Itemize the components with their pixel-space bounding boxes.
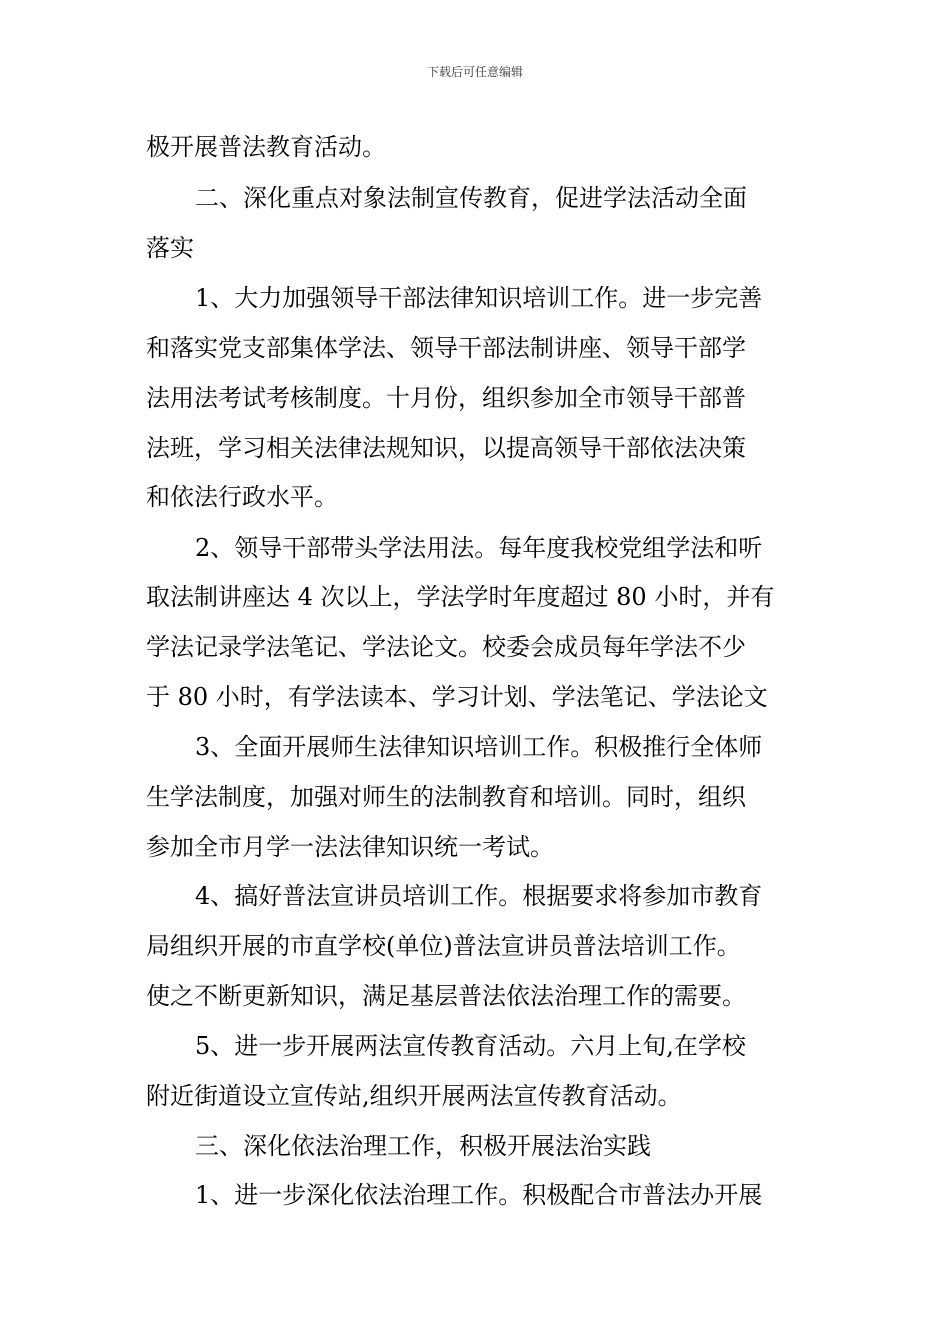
text-line: 参加全市月学一法法律知识统一考试。 bbox=[146, 833, 554, 861]
text-line: 和依法行政水平。 bbox=[146, 483, 338, 511]
text-line: 使之不断更新知识，满足基层普法依法治理工作的需要。 bbox=[146, 982, 746, 1010]
paragraph-start: 4、搞好普法宣讲员培训工作。根据要求将参加市教育 bbox=[195, 882, 763, 910]
paragraph-start: 3、全面开展师生法律知识培训工作。积极推行全体师 bbox=[195, 733, 763, 761]
paragraph-start: 2、领导干部带头学法用法。每年度我校党组学法和听 bbox=[195, 534, 763, 562]
text-line: 法班，学习相关法律法规知识，以提高领导干部依法决策 bbox=[146, 434, 746, 462]
text-line: 学法记录学法笔记、学法论文。校委会成员每年学法不少 bbox=[146, 633, 746, 661]
paragraph-start: 1、进一步深化依法治理工作。积极配合市普法办开展 bbox=[195, 1181, 763, 1209]
text-line: 取法制讲座达 4 次以上，学法学时年度超过 80 小时，并有 bbox=[146, 583, 775, 611]
text-line: 和落实党支部集体学法、领导干部法制讲座、领导干部学 bbox=[146, 334, 746, 362]
paragraph-start: 5、进一步开展两法宣传教育活动。六月上旬,在学校 bbox=[195, 1032, 746, 1060]
text-line: 局组织开展的市直学校(单位)普法宣讲员普法培训工作。 bbox=[146, 932, 741, 960]
text-line: 法用法考试考核制度。十月份，组织参加全市领导干部普 bbox=[146, 384, 746, 412]
text-line: 附近街道设立宣传站,组织开展两法宣传教育活动。 bbox=[146, 1082, 682, 1110]
text-line: 于 80 小时，有学法读本、学习计划、学法笔记、学法论文 bbox=[146, 683, 768, 711]
paragraph-start: 1、大力加强领导干部法律知识培训工作。进一步完善 bbox=[195, 284, 763, 312]
section-heading: 三、深化依法治理工作，积极开展法治实践 bbox=[195, 1132, 651, 1160]
text-line: 生学法制度，加强对师生的法制教育和培训。同时，组织 bbox=[146, 783, 746, 811]
text-line: 极开展普法教育活动。 bbox=[146, 133, 386, 161]
page-header-note: 下载后可任意编辑 bbox=[426, 65, 523, 79]
section-heading: 二、深化重点对象法制宣传教育，促进学法活动全面 bbox=[195, 184, 747, 212]
text-line: 落实 bbox=[146, 234, 194, 262]
